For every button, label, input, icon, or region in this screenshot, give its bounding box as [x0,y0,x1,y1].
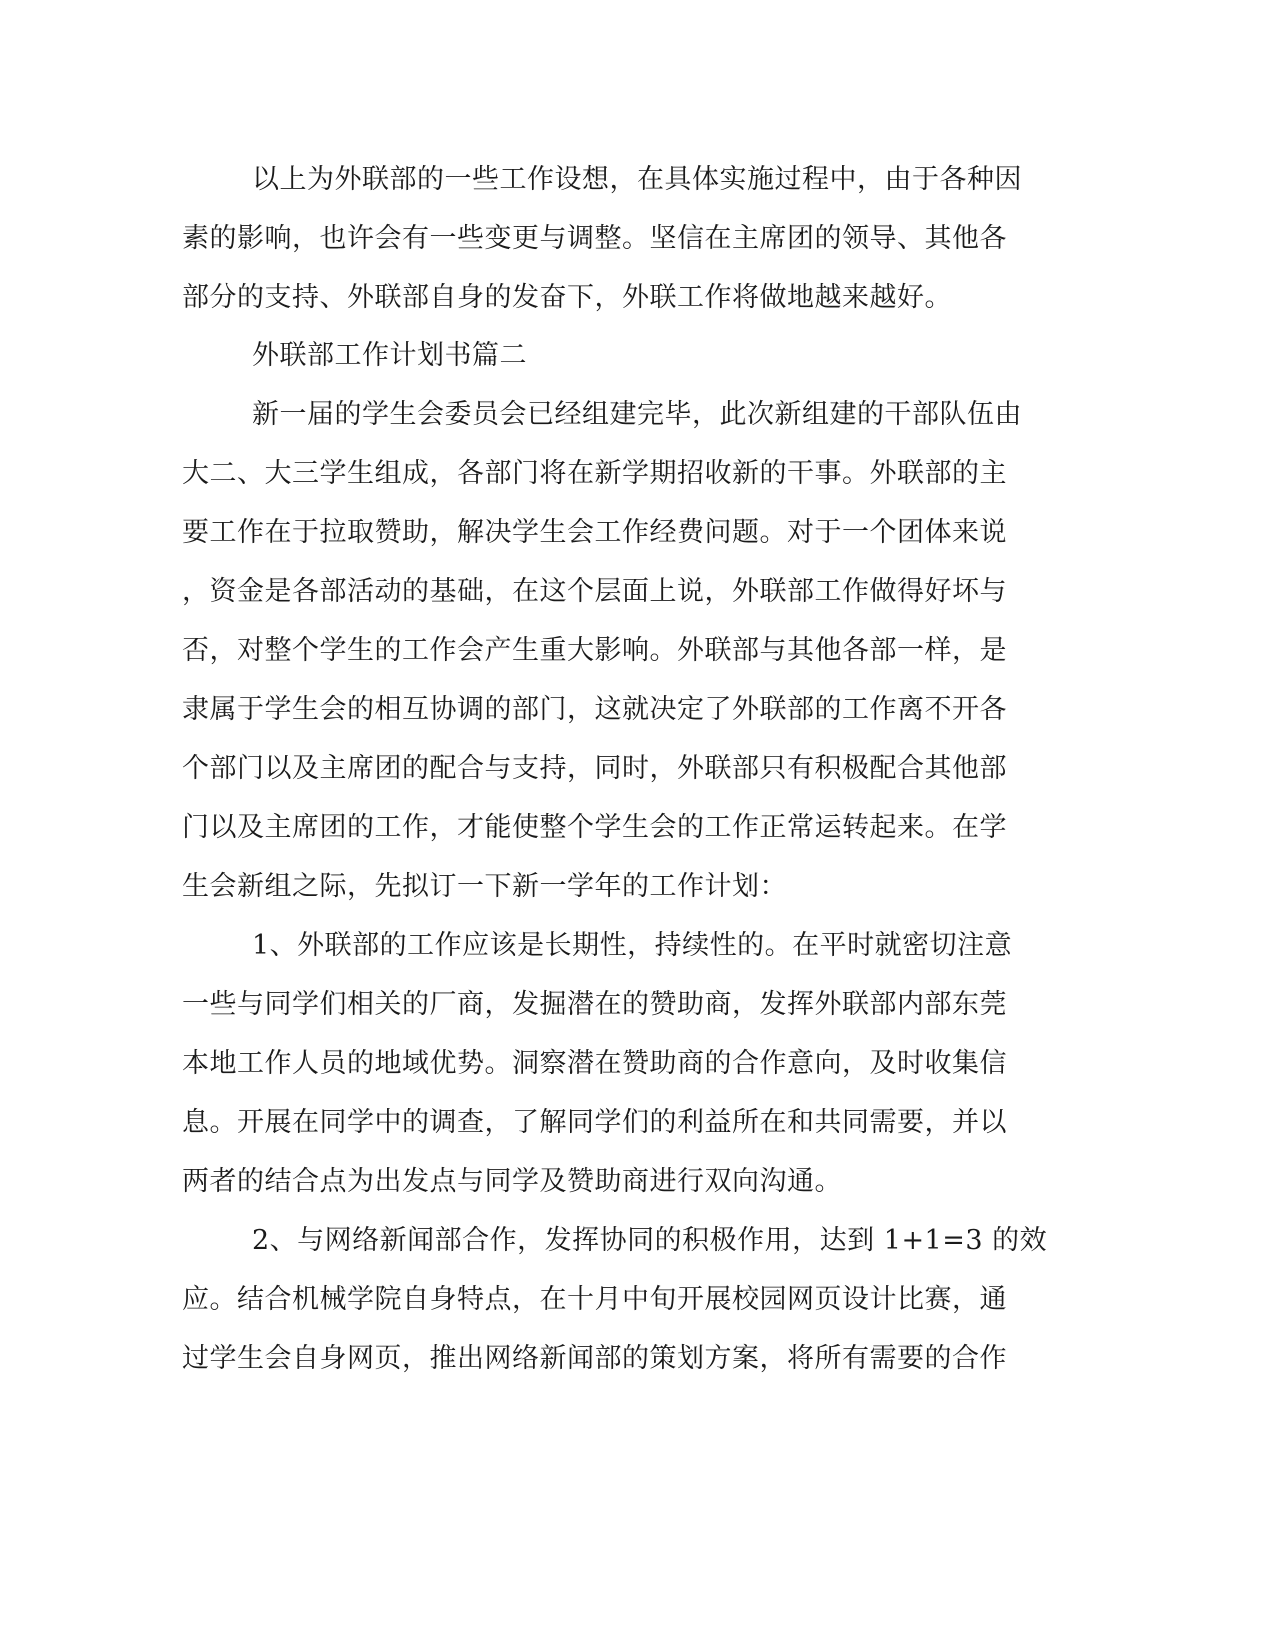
list-item-line: 本地工作人员的地域优势。洞察潜在赞助商的合作意向，及时收集信 [182,1048,1007,1079]
paragraph-line: 生会新组之际，先拟订一下新一学年的工作计划： [182,871,787,902]
list-item-line: 应。结合机械学院自身特点，在十月中旬开展校园网页设计比赛，通 [182,1284,1007,1315]
paragraph-line: 新一届的学生会委员会已经组建完毕，此次新组建的干部队伍由 [252,399,1022,430]
paragraph-line: 个部门以及主席团的配合与支持，同时，外联部只有积极配合其他部 [182,753,1007,784]
paragraph-line: 部分的支持、外联部自身的发奋下，外联工作将做地越来越好。 [182,282,952,313]
list-item-line: 两者的结合点为出发点与同学及赞助商进行双向沟通。 [182,1166,842,1197]
list-item-line: 1、外联部的工作应该是长期性，持续性的。在平时就密切注意 [252,930,1013,961]
paragraph-line: 素的影响，也许会有一些变更与调整。坚信在主席团的领导、其他各 [182,223,1007,254]
section-heading: 外联部工作计划书篇二 [252,340,527,371]
list-item-line: 过学生会自身网页，推出网络新闻部的策划方案，将所有需要的合作 [182,1343,1007,1374]
paragraph-line: 否，对整个学生的工作会产生重大影响。外联部与其他各部一样，是 [182,635,1007,666]
paragraph-line: 隶属于学生会的相互协调的部门，这就决定了外联部的工作离不开各 [182,694,1007,725]
paragraph-line: 大二、大三学生组成，各部门将在新学期招收新的干事。外联部的主 [182,458,1007,489]
paragraph-line: 门以及主席团的工作，才能使整个学生会的工作正常运转起来。在学 [182,812,1007,843]
list-item-line: 一些与同学们相关的厂商，发掘潜在的赞助商，发挥外联部内部东莞 [182,989,1007,1020]
paragraph-line: 要工作在于拉取赞助，解决学生会工作经费问题。对于一个团体来说 [182,517,1007,548]
paragraph-line: 以上为外联部的一些工作设想，在具体实施过程中，由于各种因 [252,164,1022,195]
list-item-line: 息。开展在同学中的调查，了解同学们的利益所在和共同需要，并以 [182,1107,1007,1138]
list-item-line: 2、与网络新闻部合作，发挥协同的积极作用，达到 1+1=3 的效 [252,1225,1048,1256]
paragraph-line: ，资金是各部活动的基础，在这个层面上说，外联部工作做得好坏与 [182,576,1007,607]
